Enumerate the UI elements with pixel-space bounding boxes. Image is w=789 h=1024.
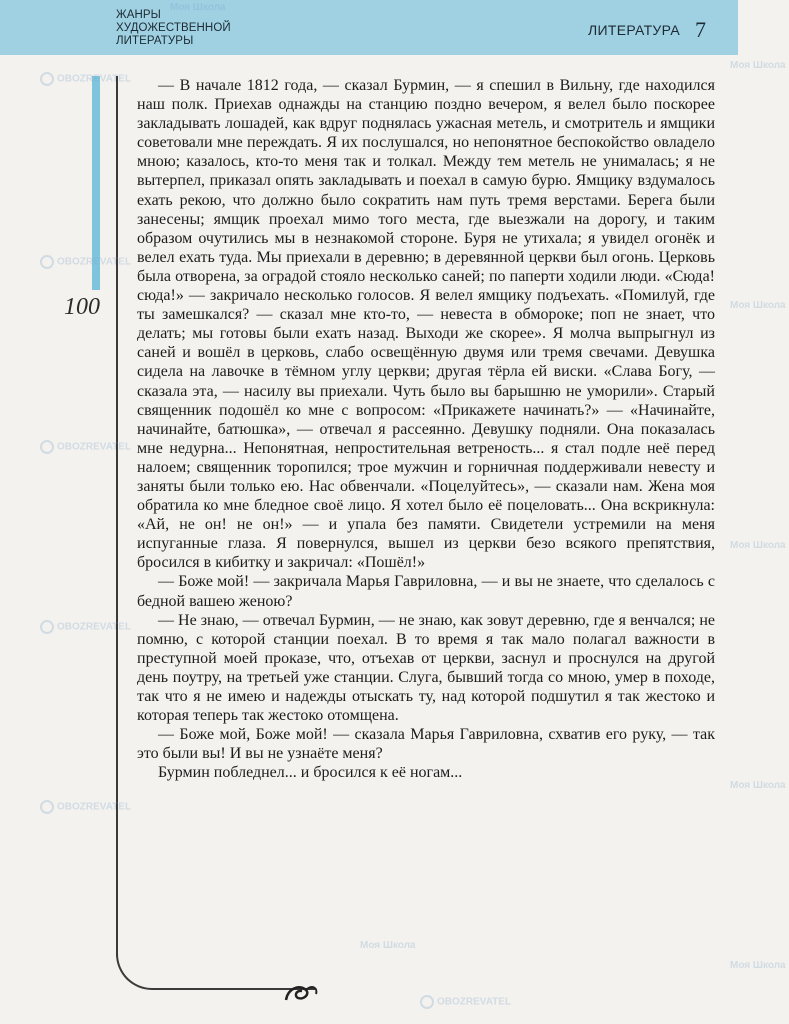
watermark-site: OBOZREVATEL xyxy=(437,996,512,1008)
watermark-site: OBOZREVATEL xyxy=(57,621,132,633)
watermark-site: OBOZREVATEL xyxy=(57,73,132,85)
watermark-logo-icon xyxy=(40,440,54,454)
watermark-brand: Моя Школа xyxy=(730,540,786,551)
section-title-line: ЖАНРЫ xyxy=(116,9,161,21)
watermark-logo-icon xyxy=(40,255,54,269)
watermark xyxy=(730,300,786,311)
paragraph: — В начале 1812 года, — сказал Бурмин, — я спешил в Вильну, где находился наш полк. Приехав однажды на станцию поздно вечером, я велел было поскорее закладывать лошадей, как вдруг поднялась ужасная метель, и смотритель и ямщики советовали мне переждать. Я их послушался, но непонятное беспокойство овладело мною; казалось, кто-то меня так и толкал. Между тем метель не унималась; я не вытерпел, приказал опять закладывать и поехал в самую бурю. Ямщику вздумалось ехать рекою, что должно было сократить нам путь тремя верстами. Берега были занесены; ямщик проехал мимо того места, где выезжали на дорогу, и таким образом очутились мы в незнакомой стороне. Буря не утихала; я увидел огонёк и велел ехать туда. Мы приехали в деревню; в деревянной церкви был огонь. Церковь была отворена, за оградой стояло несколько саней; по паперти ходили люди. «Сюда! сюда!» — закричало несколько голосов. Я велел ямщику подъехать. «Помилуй, где ты замешкался? — сказал мне кто-то, — невеста в обмороке; поп не знает, что делать; мы готовы были ехать назад. Выходи же скорее». Я молча выпрыгнул из саней и вошёл в церковь, слабо освещённую двумя или тремя свечами. Девушка сидела на лавочке в тёмном углу церкви; другая тёрла ей виски. «Слава Богу, — сказала эта, — насилу вы приехали. Чуть было вы барышню не уморили». Старый священник подошёл ко мне с вопросом: «Прикажете начинать?» — «Начинайте, начинайте, батюшка», — отвечал я рассеянно. Девушку подняли. Она показалась мне недурна... Непонятная, непростительная ветреность... я стал подле неё перед налоем; священник торопился; трое мужчин и горничная поддерживали невесту и заняты были только ею. Нас обвенчали. «Поцелуйтесь», — сказали нам. Жена моя обратила ко мне бледное своё лицо. Я хотел было её поцеловать... Она вскрикнула: «Ай, не он! не он!» — и упала без памяти. Свидетели устремили на меня испуганные глаза. Я повернулся, вышел из церкви безо всякого препятствия, бросился в кибитку и закричал: «Пошёл!» xyxy=(137,77,715,572)
watermark-logo-icon xyxy=(40,800,54,814)
watermark-brand: Моя Школа xyxy=(730,60,786,71)
watermark-logo-icon xyxy=(40,620,54,634)
watermark-site: OBOZREVATEL xyxy=(57,256,132,268)
watermark xyxy=(360,940,416,951)
watermark xyxy=(730,60,786,71)
ornament-icon xyxy=(282,978,322,1006)
watermark-logo-icon xyxy=(420,995,434,1009)
watermark-brand: Моя Школа xyxy=(360,940,416,951)
section-title-line: ЛИТЕРАТУРЫ xyxy=(116,35,194,47)
watermark-brand: Моя Школа xyxy=(730,960,786,971)
watermark-site: OBOZREVATEL xyxy=(57,441,132,453)
watermark-logo-icon xyxy=(40,72,54,86)
paragraph: — Не знаю, — отвечал Бурмин, — не знаю, как зовут деревню, где я венчался; не помню, с которой станции поехал. В то время я так мало полагал важности в преступной моей проказе, что, отъехав от церкви, заснул и проснулся на другой день поутру, на третьей уже станции. Слуга, бывший тогда со мною, умер в походе, так что я не имею и надежды отыскать ту, над которой подшутил я так жестоко и которая теперь так жестоко отомщена. xyxy=(137,611,715,725)
side-accent-bar xyxy=(92,76,100,290)
paragraph: — Боже мой! — закричала Марья Гавриловна, — и вы не знаете, что сделалось с бедной вашею женою? xyxy=(137,573,715,610)
story-text xyxy=(137,76,715,782)
watermark xyxy=(420,995,511,1009)
page-number: 100 xyxy=(64,294,100,320)
paragraph: — Боже мой, Боже мой! — сказала Марья Гавриловна, схватив его руку, — так это были вы! И вы не узнаёте меня? xyxy=(137,726,715,763)
watermark xyxy=(730,960,786,971)
watermark xyxy=(730,780,786,791)
grade-number: 7 xyxy=(695,17,706,42)
frame-line xyxy=(116,76,118,956)
section-title xyxy=(116,9,286,48)
paragraph: Бурмин побледнел... и бросился к её ногам... xyxy=(158,764,463,782)
watermark xyxy=(730,540,786,551)
book-title: ЛИТЕРАТУРА xyxy=(588,22,680,38)
watermark-brand: Моя Школа xyxy=(170,2,226,13)
watermark-brand: Моя Школа xyxy=(730,780,786,791)
watermark-brand: Моя Школа xyxy=(730,300,786,311)
watermark-site: OBOZREVATEL xyxy=(57,801,132,813)
section-title-line: ХУДОЖЕСТВЕННОЙ xyxy=(116,22,231,34)
